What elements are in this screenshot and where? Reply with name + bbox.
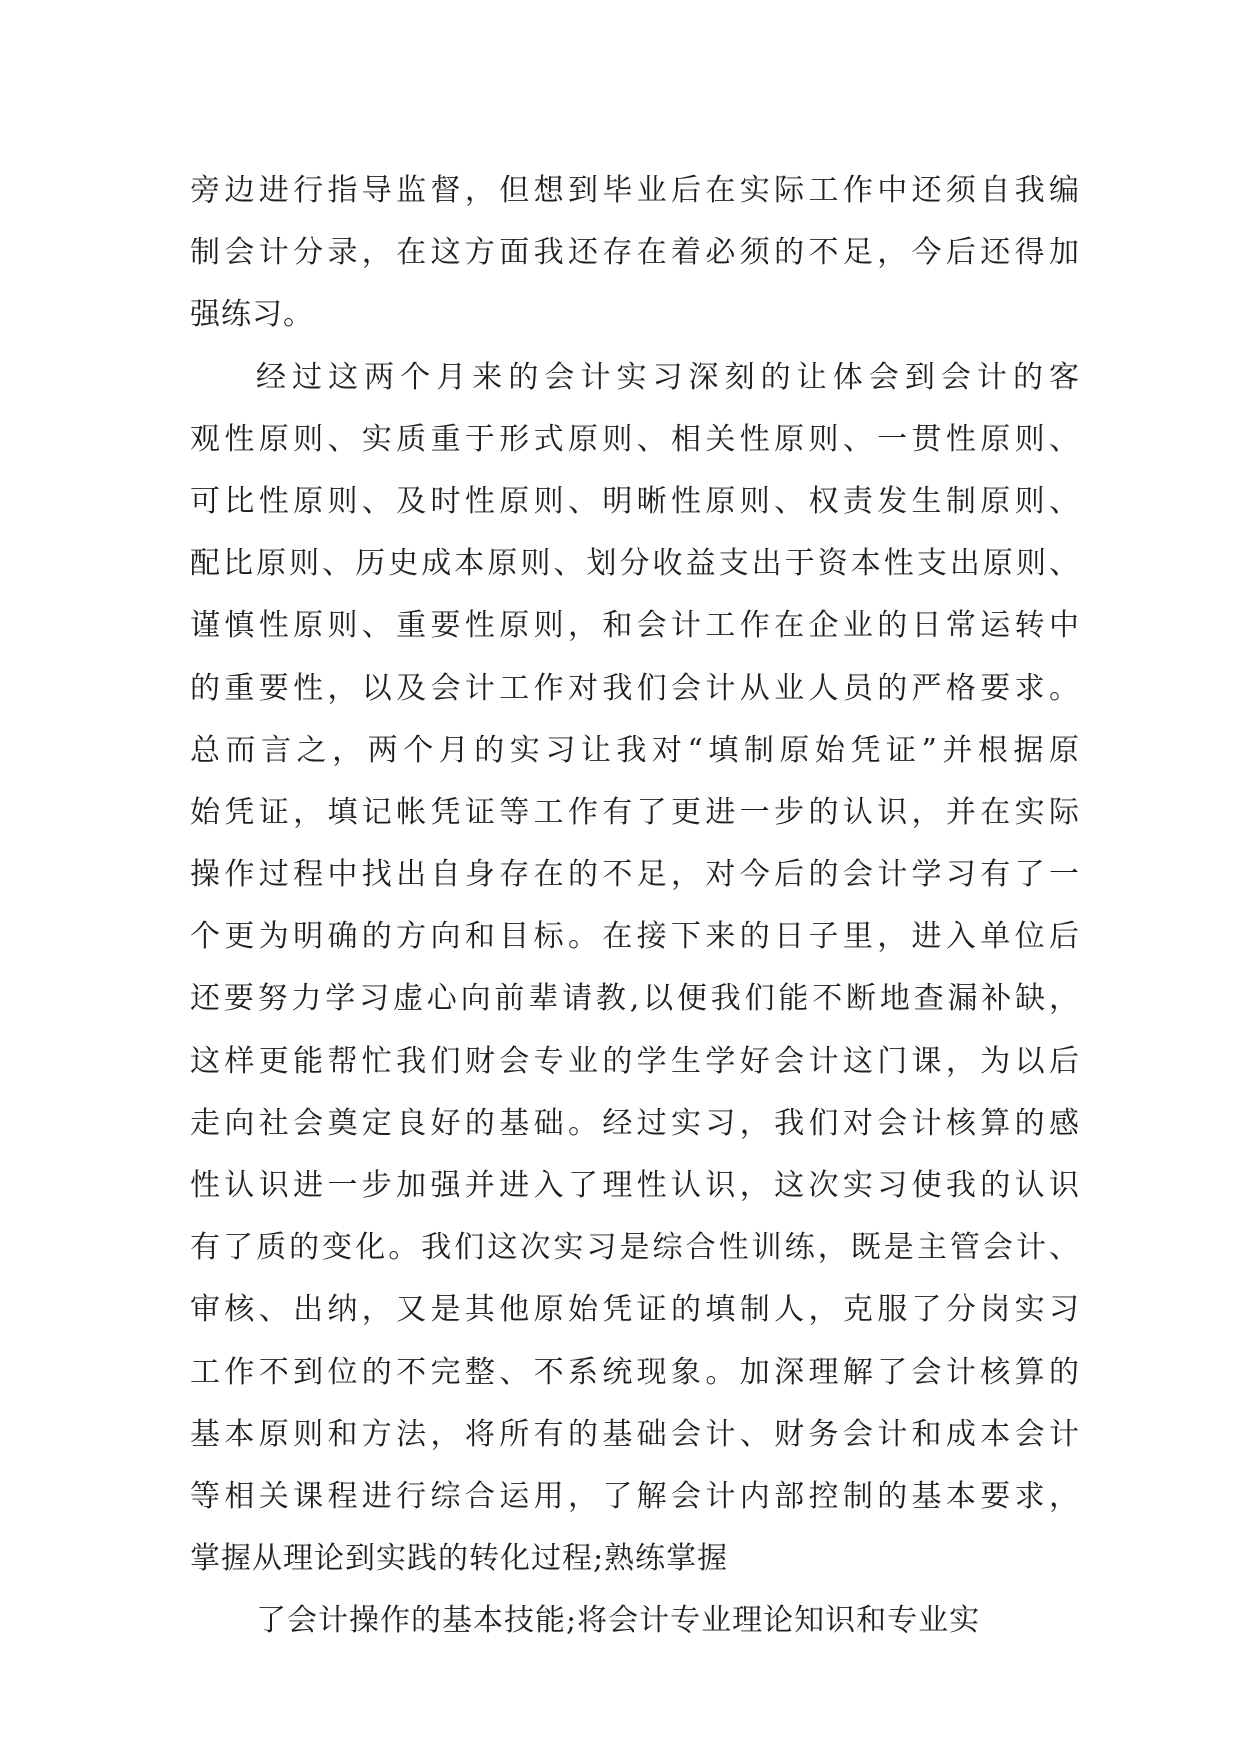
- text-line: 工作不到位的不完整、不系统现象。加深理解了会计核算的: [190, 1354, 1080, 1390]
- text-line: 性认识进一步加强并进入了理性认识，这次实习使我的认识: [190, 1168, 1080, 1203]
- text-line: 有了质的变化。我们这次实习是综合性训练，既是主管会计、: [190, 1230, 1080, 1266]
- text-line: 配比原则、历史成本原则、划分收益支出于资本性支出原则、: [190, 546, 1080, 582]
- text-line: 还要努力学习虚心向前辈请教,以便我们能不断地查漏补缺，: [190, 981, 1080, 1017]
- text-line: 的重要性，以及会计工作对我们会计从业人员的严格要求。: [190, 670, 1080, 706]
- paragraph-first-line: 经过这两个月来的会计实习深刻的让体会到会计的客: [256, 359, 1080, 395]
- text-line: 基本原则和方法，将所有的基础会计、财务会计和成本会计: [190, 1416, 1080, 1452]
- text-line: 强练习。: [190, 297, 314, 333]
- text-line: 操作过程中找出自身存在的不足，对今后的会计学习有了一: [190, 857, 1080, 893]
- text-line: 这样更能帮忙我们财会专业的学生学好会计这门课，为以后: [190, 1043, 1080, 1079]
- paragraph-first-line: 了会计操作的基本技能;将会计专业理论知识和专业实: [256, 1603, 981, 1639]
- text-line: 掌握从理论到实践的转化过程;熟练掌握: [190, 1541, 729, 1577]
- text-line: 制会计分录，在这方面我还存在着必须的不足，今后还得加: [190, 235, 1080, 271]
- text-line: 谨慎性原则、重要性原则，和会计工作在企业的日常运转中: [190, 608, 1080, 644]
- text-line: 观性原则、实质重于形式原则、相关性原则、一贯性原则、: [190, 421, 1080, 457]
- text-line: 旁边进行指导监督，但想到毕业后在实际工作中还须自我编: [190, 173, 1080, 208]
- text-line: 可比性原则、及时性原则、明晰性原则、权责发生制原则、: [190, 483, 1080, 519]
- text-line: 始凭证，填记帐凭证等工作有了更进一步的认识，并在实际: [190, 794, 1080, 830]
- text-line: 走向社会奠定良好的基础。经过实习，我们对会计核算的感: [190, 1105, 1080, 1141]
- text-line: 个更为明确的方向和目标。在接下来的日子里，进入单位后: [190, 919, 1080, 955]
- text-line: 等相关课程进行综合运用，了解会计内部控制的基本要求，: [190, 1478, 1080, 1514]
- body-text: [190, 160, 1080, 1653]
- text-line: 审核、出纳，又是其他原始凭证的填制人，克服了分岗实习: [190, 1292, 1080, 1328]
- text-line: 总而言之，两个月的实习让我对“填制原始凭证”并根据原: [190, 732, 1080, 768]
